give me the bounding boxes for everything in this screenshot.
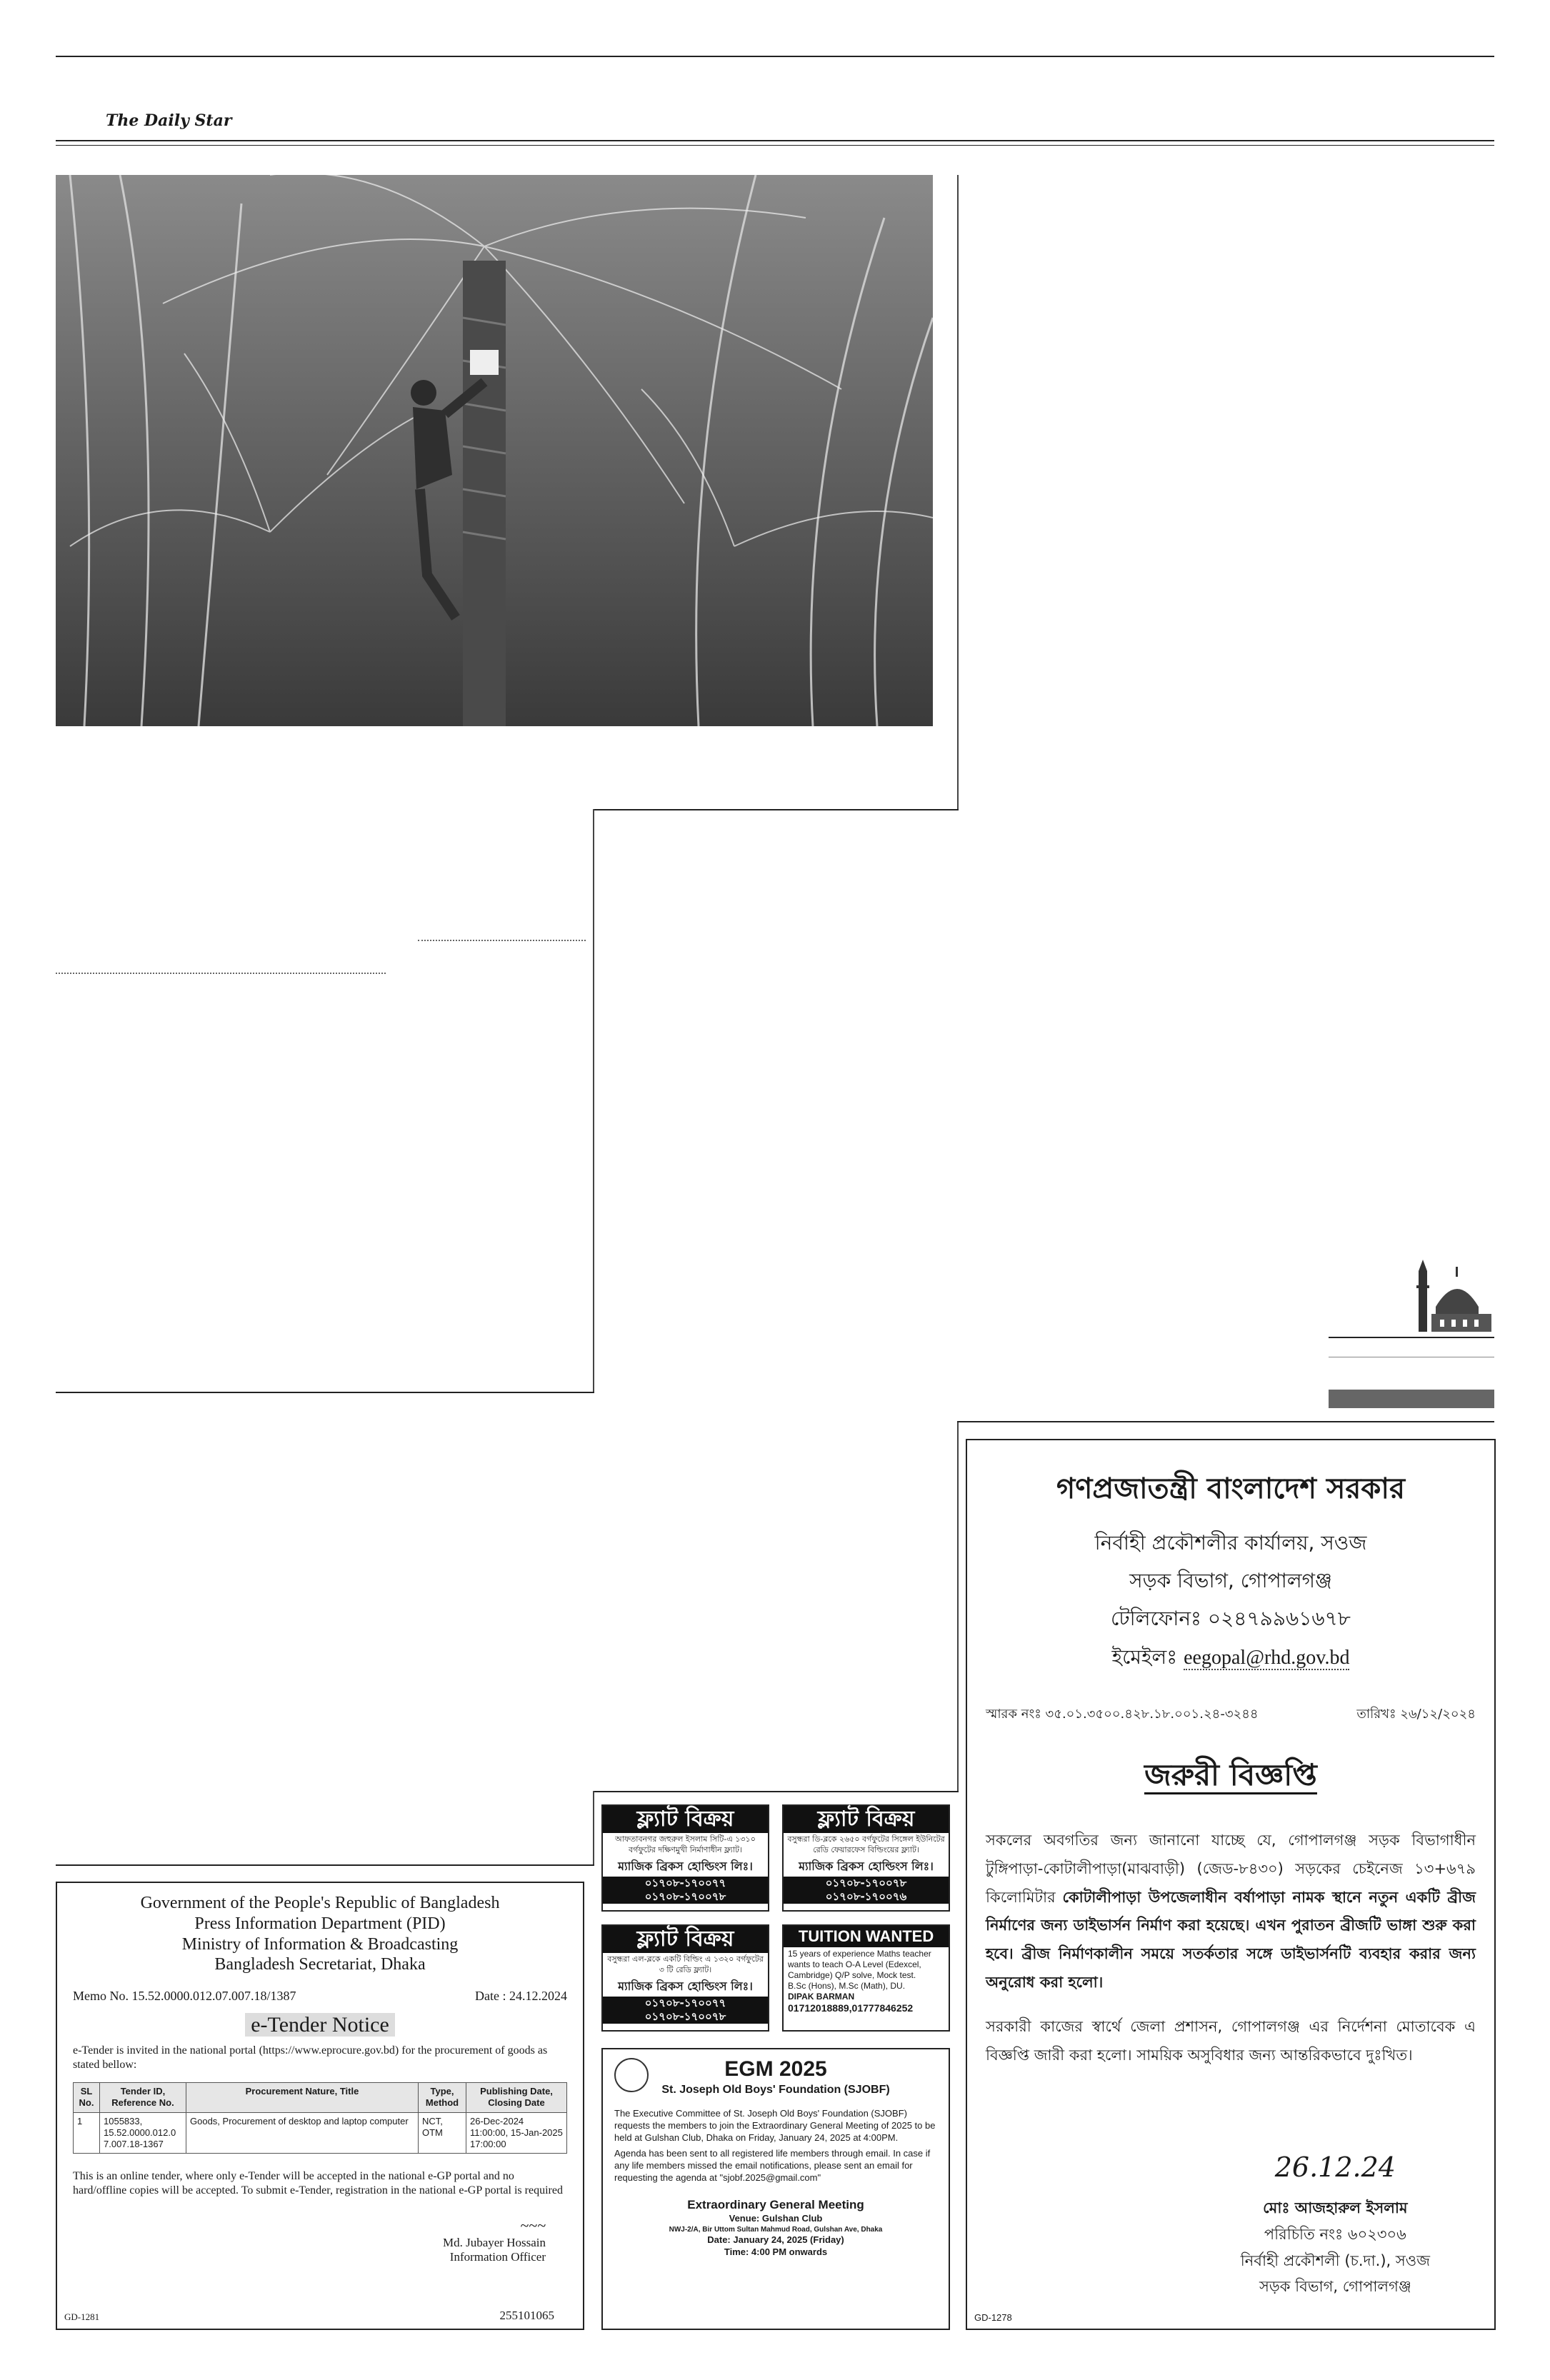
pid-date: Date : 24.12.2024 [475,1989,567,2004]
pid-title [73,2012,567,2039]
header-rule-1 [56,140,1494,141]
dotted-rule-1 [418,940,586,941]
palm-tree-illustration [56,175,933,726]
pid-header [73,1893,567,1975]
pid-header-line: Ministry of Information & Broadcasting [181,1934,459,1954]
notice-memo: স্মারক নংঃ ৩৫.০১.৩৫০০.৪২৮.১৮.০০১.২৪-৩২৪৪ [986,1706,1259,1722]
top-rule [56,56,1494,57]
egm-address: NWJ-2/A, Bir Uttom Sultan Mahmud Road, Gulshan Ave, Dhaka [669,2226,883,2234]
grey-bar [1329,1390,1494,1408]
table-header: Publishing Date, Closing Date [466,2083,567,2113]
signature-scrawl: ~~~ [520,2216,546,2235]
egm-meeting-title: Extraordinary General Meeting [687,2198,864,2212]
pid-tender-notice [56,1882,584,2330]
notice-title [986,1752,1476,1802]
notice-designation: নির্বাহী প্রকৌশলী (চ.দা.), সওজ [1240,2251,1430,2269]
frame-bottom-left [56,1392,594,1393]
frame-lower-left [56,1864,594,1866]
frame-mid [593,809,594,1393]
frame-right-lower [957,1421,959,1792]
tender-table [73,2082,567,2154]
table-header-row [74,2083,567,2113]
table-cell: 1 [74,2112,100,2154]
pid-memo-row [73,1988,567,2004]
notice-body-2: সরকারী কাজের স্বার্থে জেলা প্রশাসন, গোপালগঞ্জ এর নির্দেশনা মোতাবেক এ বিজ্ঞপ্তি জারী করা হলো। সাময়িক অসুবিধার জন্য আন্তরিকভাবে দুঃখিত। [986,2018,1476,2064]
flat-ad-title: ফ্ল্যাট বিক্রয় [603,1926,768,1953]
table-cell: 1055833, 15.52.0000.012.0 7.007.18-1367 [100,2112,186,2154]
flat-ad-phone: ০১৭০৮-১৭০০৭৭ [603,1877,768,1890]
frame-step [593,809,959,810]
pid-signatory-title: Information Officer [449,2250,546,2264]
notice-sign-date: 26.12.24 [1274,2151,1396,2183]
table-cell: NCT, OTM [419,2112,466,2154]
flat-ad-title: ফ্ল্যাট বিক্রয় [784,1806,949,1833]
frame-right-top [957,175,959,810]
flat-ad-company: ম্যাজিক ব্রিকস হোল্ডিংস লিঃ। [618,1979,753,1993]
pid-header-line: Bangladesh Secretariat, Dhaka [214,1955,426,1974]
table-header: Procurement Nature, Title [186,2083,419,2113]
notice-division: সড়ক বিভাগ, গোপালগঞ্জ [1129,1569,1332,1593]
notice-email-row [986,1638,1476,1677]
flat-sale-ad [782,1804,950,1912]
table-header: Type, Method [419,2083,466,2113]
flat-ad-phone: ০১৭০৮-১৭০০৭৬ [784,1890,949,1904]
tuition-line: 15 years of experience Maths teacher wants to teach O-A Level (Edexcel, Cambridge) Q/P solve, Mock test. [788,1949,931,1980]
tuition-phones: 01712018889,01777846252 [788,2002,914,2014]
pid-intro: e-Tender is invited in the national portal (https://www.eprocure.gov.bd) for the procurement of goods as stated bellow: [73,2044,548,2072]
pid-header-line: Press Information Department (PID) [194,1914,446,1933]
flat-ad-phone: ০১৭০৮-১৭০০৭৮ [784,1877,949,1890]
notice-gov: গণপ্রজাতন্ত্রী বাংলাদেশ সরকার [1056,1472,1405,1505]
header-rule-2 [56,145,1494,146]
date-palm-photo [56,175,933,726]
flat-ad-phone: ০১৭০৮-১৭০০৭৮ [603,1890,768,1904]
flat-ad-phone: ০১৭০৮-১৭০০৭৭ [603,1997,768,2010]
notice-email: eegopal@rhd.gov.bd [1184,1646,1350,1669]
table-cell: Goods, Procurement of desktop and laptop computer [186,2112,419,2154]
flat-ad-text: বসুন্ধরা ডি-ব্লকে ২৬৫০ বর্গফুটের সিঙ্গেল ইউনিটের রেডি ফেয়ারফেস বিল্ডিংয়ের ফ্ল্যাট। [787,1834,945,1854]
notice-phone: টেলিফোনঃ ০২৪৭৯৯৬১৬৭৮ [1111,1607,1351,1631]
notice-title-text: জরুরী বিজ্ঞপ্তি [1144,1757,1317,1794]
pid-footer: This is an online tender, where only e-Tender will be accepted in the national e-GP portal and no hard/offline copies will be accepted. To submit e-Tender, registration in the national e-GP portal is required [73,2170,563,2197]
notice-memo-row [986,1704,1476,1726]
pid-signature-block [73,2216,567,2264]
flat-ad-text: বসুন্ধরা এল-ব্লকে একটি বিল্ডিং এ ১৩২০ বর্গফুটের ৩ টি রেডি ফ্ল্যাট। [607,1954,764,1974]
pid-header-line: Government of the People's Republic of Bangladesh [140,1894,500,1912]
egm-para: Agenda has been sent to all registered life members through email. In case if any life members missed the email notifications, please sent an email for requesting the agenda at "sjobf.2025@gmail.com" [614,2148,931,2184]
egm-title: EGM 2025 [724,2057,827,2081]
rhd-urgent-notice [966,1439,1496,2330]
frame-mid-lower [593,1791,594,1866]
right-rule-1 [1329,1337,1494,1338]
pid-code: GD-1281 [64,2311,100,2322]
tuition-title: TUITION WANTED [784,1926,949,1947]
egm-para: The Executive Committee of St. Joseph Old Boys' Foundation (SJOBF) requests the members to join the Extraordinary General Meeting of 2025 to be held at Gulshan Club, Dhaka on Friday, January 24, 2025 at 4:00PM. [614,2107,936,2143]
tuition-name: DIPAK BARMAN [788,1992,855,2002]
flat-sale-ad [601,1804,769,1912]
flat-sale-ad [601,1924,769,2032]
sjobf-seal-icon [614,2058,649,2092]
pid-title-text: e-Tender Notice [245,2013,395,2037]
notice-office-block [986,1524,1476,1677]
flat-ad-phone: ০১৭০৮-১৭০০৭৮ [603,2010,768,2024]
flat-ad-company: ম্যাজিক ব্রিকস হোল্ডিংস লিঃ। [618,1859,753,1873]
table-row [74,2112,567,2154]
flat-ad-text: আফতাবনগর জহুরুল ইসলাম সিটি-এ ১৩১০ বর্গফুটের দক্ষিণমুখী নির্মাণাধীন ফ্ল্যাট। [615,1834,756,1854]
pid-memo: Memo No. 15.52.0000.012.07.007.18/1387 [73,1989,296,2004]
notice-code: GD-1278 [974,2312,1012,2323]
notice-signature-block [1241,2144,1430,2301]
notice-office: নির্বাহী প্রকৌশলীর কার্যালয়, সওজ [1094,1531,1367,1555]
pid-signatory-name: Md. Jubayer Hossain [442,2235,546,2249]
tuition-line: B.Sc (Hons), M.Sc (Math), DU. [788,1981,906,1991]
egm-date: Date: January 24, 2025 (Friday) [707,2234,844,2246]
flat-ad-title: ফ্ল্যাট বিক্রয় [603,1806,768,1833]
egm-venue: Venue: Gulshan Club [729,2213,823,2224]
pid-ref-number: 255101065 [499,2308,554,2322]
notice-body [986,1827,1476,1997]
frame-top-right [957,1421,1494,1422]
notice-date: তারিখঃ ২৬/১২/২০২৪ [1356,1706,1476,1722]
flat-ad-company: ম্যাজিক ব্রিকস হোল্ডিংস লিঃ। [799,1859,934,1873]
egm-time: Time: 4:00 PM onwards [724,2246,828,2258]
table-cell: 26-Dec-2024 11:00:00, 15-Jan-2025 17:00:00 [466,2112,567,2154]
egm-notice [601,2048,950,2330]
mosque-icon [1414,1257,1493,1335]
frame-lower-step [593,1791,959,1792]
notice-id: পরিচিতি নংঃ ৬০২৩০৬ [1264,2225,1406,2243]
notice-email-label: ইমেইলঃ [1111,1645,1184,1669]
notice-division-footer: সড়ক বিভাগ, গোপালগঞ্জ [1259,2278,1411,2296]
table-header: Tender ID, Reference No. [100,2083,186,2113]
egm-meeting-details [614,2197,937,2259]
tuition-wanted-ad [782,1924,950,2032]
egm-org: St. Joseph Old Boys' Foundation (SJOBF) [661,2084,890,2096]
notice-signatory: মোঃ আজহারুল ইসলাম [1263,2199,1408,2216]
notice-body-plain: সকলের অবগতির জন্য জানানো যাচ্ছে যে, গোপালগঞ্জ সড়ক বিভাগাধীন টুঙ্গিপাড়া-কোটালীপাড়া(মাঝবাড়ী) (জেড-৮৪৩০) সড়কের চেইনেজ ১৩+৬৭৯ কিলোমিটার [986,1831,1476,1906]
table-header: SL No. [74,2083,100,2113]
dotted-rule-2 [56,973,386,974]
notice-body-bold: কোটালীপাড়া উপজেলাধীন বর্ষাপাড়া নামক স্থানে নতুন একটি ব্রীজ নির্মাণের জন্য ডাইভার্সন নির্মাণ করা হয়েছে। এখন পুরাতন ব্রীজটি ভাঙ্গা শুরু করা হবে। ব্রীজ নির্মাণকালীন সময়ে সতর্কতার সঙ্গে ডাইভার্সনটি ব্যবহার করার জন্য অনুরোধ করা হলো। [986,1888,1476,1992]
masthead: The Daily Star [106,111,232,130]
